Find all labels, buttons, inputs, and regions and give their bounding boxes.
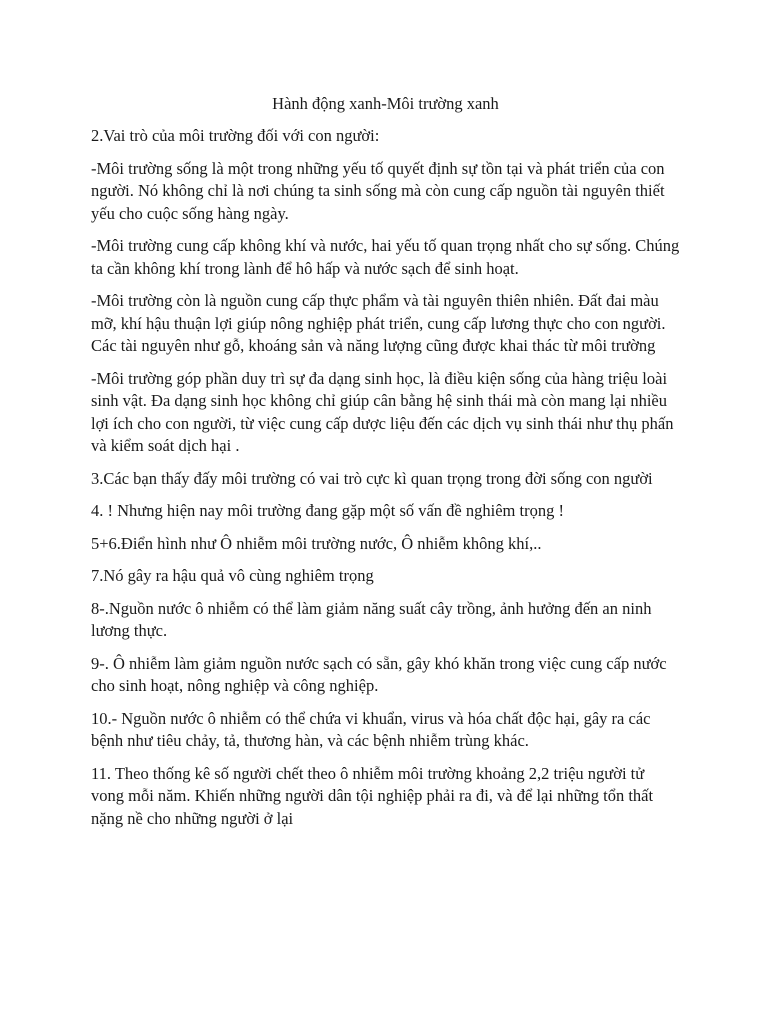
paragraph-biodiversity: -Môi trường góp phần duy trì sự đa dạng sinh học, là điều kiện sống của hàng triệu loài sinh vật. Đa dạng sinh học không chỉ giúp cân bằng hệ sinh thái mà còn mang lại nhiều lợi ích cho con người, từ việc cung cấp dược liệu đến các dịch vụ sinh thái như thụ phấn và kiểm soát dịch hại . (91, 368, 674, 455)
paragraph-diseases: 10.- Nguồn nước ô nhiễm có thể chứa vi khuẩn, virus và hóa chất độc hại, gây ra các bệnh như tiêu chảy, tả, thương hàn, và các bệnh nhiễm trùng khác. (91, 708, 651, 750)
paragraph-pollution-types: 5+6.Điển hình như Ô nhiễm môi trường nước, Ô nhiễm không khí,.. (91, 533, 542, 553)
paragraph-food-resources: -Môi trường còn là nguồn cung cấp thực phẩm và tài nguyên thiên nhiên. Đất đai màu mỡ, khí hậu thuận lợi giúp nông nghiệp phát triển, cung cấp lương thực cho con người. Các tài nguyên như gỗ, khoáng sản và năng lượng cũng được khai thác từ môi trường (91, 291, 666, 355)
paragraph-living-environment: -Môi trường sống là một trong những yếu tố quyết định sự tồn tại và phát triển của con người. Nó không chỉ là nơi chúng ta sinh sống mà còn cung cấp nguồn tài nguyên thiết yếu cho cuộc sống hàng ngày. (91, 158, 665, 223)
document-title: Hành động xanh-Môi trường xanh (272, 94, 499, 113)
paragraph-statistics: 11. Theo thống kê số người chết theo ô nhiễm môi trường khoảng 2,2 triệu người tử vong mỗi năm. Khiến những người dân tội nghiệp phải ra đi, và để lại những tổn thất nặng nề cho những người ở lại (91, 763, 654, 828)
paragraph-importance: 3.Các bạn thấy đấy môi trường có vai trò cực kì quan trọng trong đời sống con người (91, 468, 653, 488)
paragraph-problems: 4. ! Nhưng hiện nay môi trường đang gặp một số vấn đề nghiêm trọng ! (91, 501, 564, 520)
paragraph-role-heading: 2.Vai trò của môi trường đối với con người: (91, 126, 380, 145)
paragraph-clean-water: 9-. Ô nhiễm làm giảm nguồn nước sạch có sẵn, gây khó khăn trong việc cung cấp nước cho sinh hoạt, nông nghiệp và công nghiệp. (91, 653, 667, 695)
paragraph-consequences: 7.Nó gây ra hậu quả vô cùng nghiêm trọng (91, 566, 374, 585)
paragraph-air-water: -Môi trường cung cấp không khí và nước, hai yếu tố quan trọng nhất cho sự sống. Chúng ta cần không khí trong lành để hô hấp và nước sạch để sinh hoạt. (91, 236, 680, 278)
paragraph-crops: 8-.Nguồn nước ô nhiễm có thể làm giảm năng suất cây trồng, ảnh hưởng đến an ninh lương thực. (91, 598, 652, 640)
